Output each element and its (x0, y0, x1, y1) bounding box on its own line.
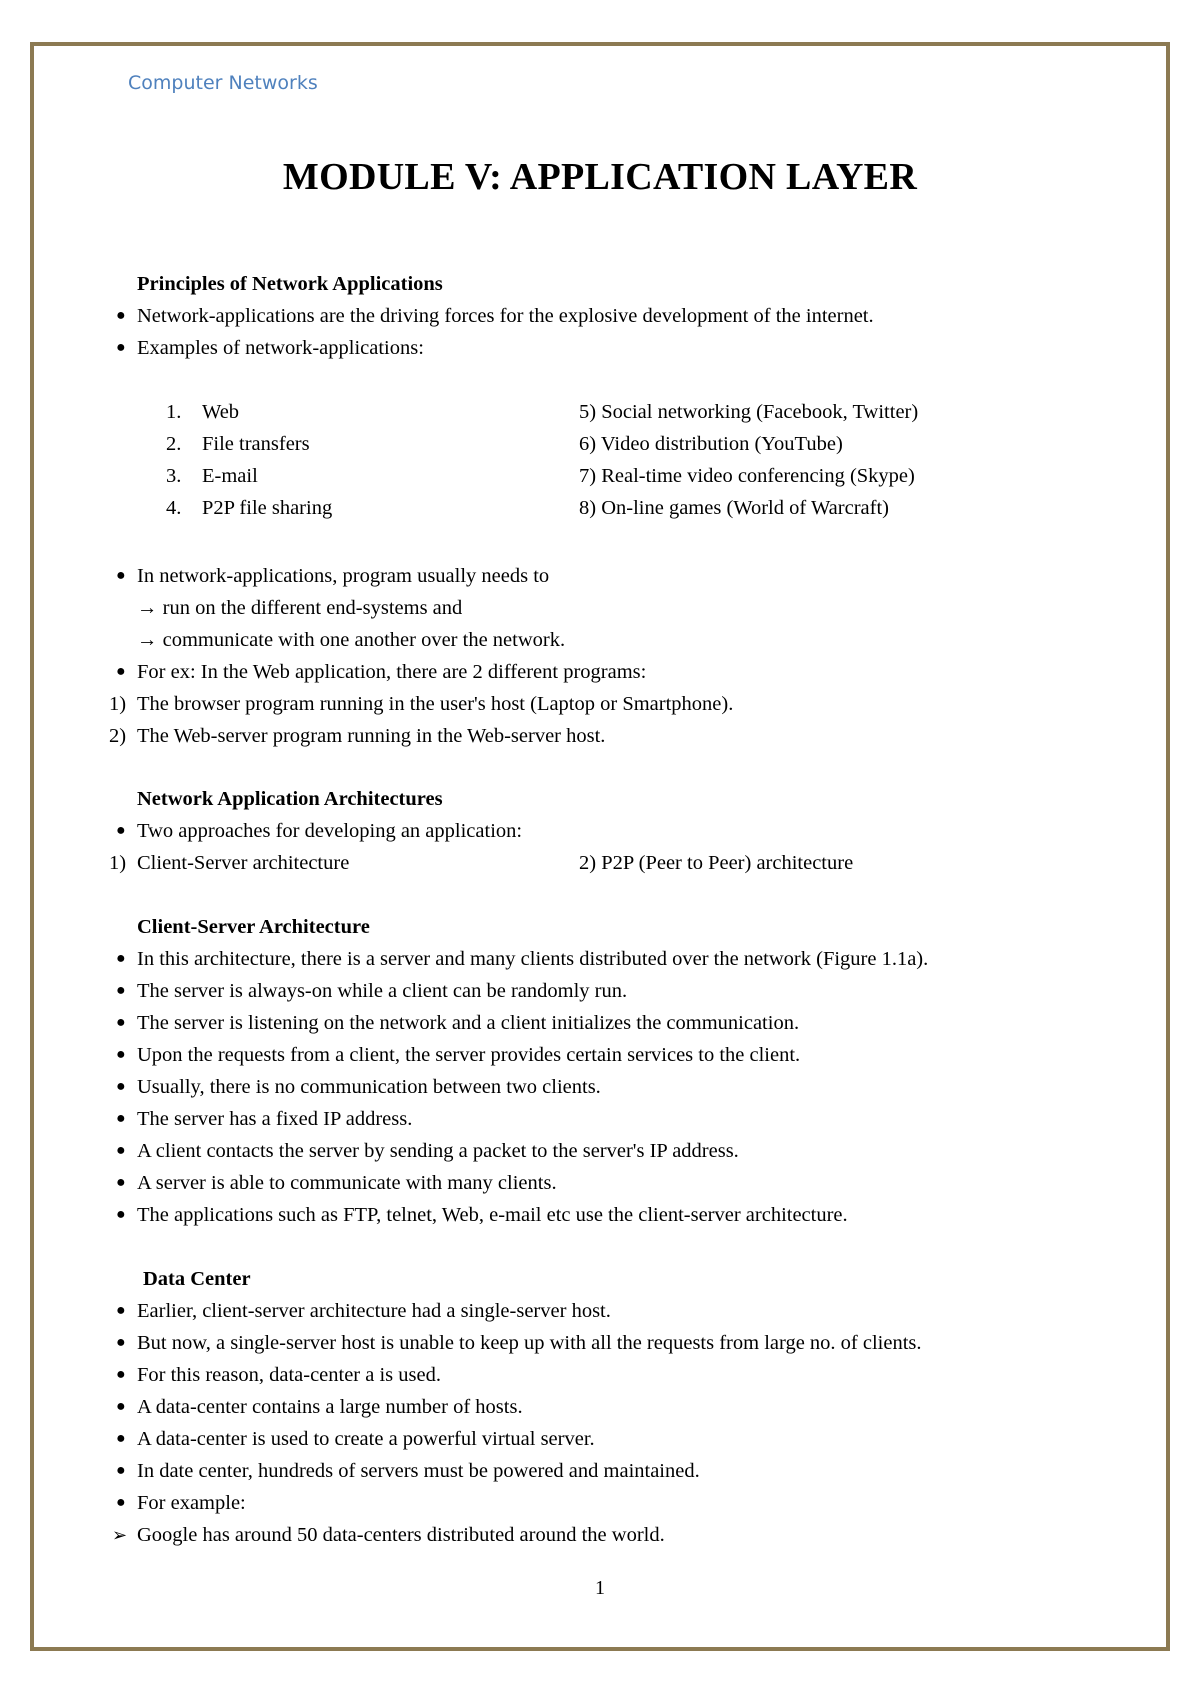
list-item: Upon the requests from a client, the server provides certain services to the client. (137, 1044, 801, 1066)
page-number: 1 (595, 1577, 605, 1599)
bullet-icon: ● (116, 822, 126, 839)
section-heading-architectures: Network Application Architectures (137, 788, 443, 810)
example-item: E-mail (202, 465, 258, 487)
bullet-icon: ● (116, 1046, 126, 1063)
list-number: 1. (166, 401, 182, 423)
sub-list-item: Google has around 50 data-centers distributed around the world. (137, 1524, 665, 1546)
list-item: Earlier, client-server architecture had a single-server host. (137, 1300, 611, 1322)
list-item: In date center, hundreds of servers must be powered and maintained. (137, 1460, 700, 1482)
bullet-icon: ● (116, 1174, 126, 1191)
list-item: 2) P2P (Peer to Peer) architecture (579, 852, 854, 874)
bullet-icon: ● (116, 1494, 126, 1511)
bullet-icon: ● (116, 339, 126, 356)
example-item: 5) Social networking (Facebook, Twitter) (579, 401, 919, 423)
bullet-icon: ● (116, 1430, 126, 1447)
bullet-icon: ● (116, 982, 126, 999)
bullet-icon: ● (116, 1302, 126, 1319)
list-item: The Web-server program running in the Web-server host. (137, 725, 606, 747)
list-item: The browser program running in the user's host (Laptop or Smartphone). (137, 693, 734, 715)
list-number: 4. (166, 497, 182, 519)
arrow-item: → communicate with one another over the network. (137, 629, 566, 651)
list-item: In network-applications, program usually needs to (137, 565, 550, 587)
example-item: 7) Real-time video conferencing (Skype) (579, 465, 915, 487)
section-heading-data-center: Data Center (143, 1268, 251, 1290)
bullet-icon: ● (116, 307, 126, 324)
bullet-icon: ● (116, 1366, 126, 1383)
bullet-icon: ● (116, 1110, 126, 1127)
example-item: P2P file sharing (202, 497, 333, 519)
list-item: For this reason, data-center a is used. (137, 1364, 441, 1386)
list-item: The server is always-on while a client can be randomly run. (137, 980, 628, 1002)
section-heading-client-server: Client-Server Architecture (137, 916, 370, 938)
list-item: Usually, there is no communication between two clients. (137, 1076, 601, 1098)
list-item: A data-center contains a large number of hosts. (137, 1396, 523, 1418)
bullet-icon: ● (116, 1398, 126, 1415)
bullet-icon: ● (116, 950, 126, 967)
list-item: For ex: In the Web application, there are 2 different programs: (137, 661, 647, 683)
list-item: Client-Server architecture (137, 852, 350, 874)
list-item: Network-applications are the driving forces for the explosive development of the internet. (137, 305, 874, 327)
list-item: The server is listening on the network and a client initializes the communication. (137, 1012, 800, 1034)
page-title: MODULE V: APPLICATION LAYER (282, 156, 918, 198)
bullet-icon: ● (116, 567, 126, 584)
arrow-item: → run on the different end-systems and (137, 597, 463, 619)
list-item: In this architecture, there is a server and many clients distributed over the network (Figure 1.1a). (137, 948, 929, 970)
bullet-icon: ● (116, 1078, 126, 1095)
list-number: 1) (109, 693, 127, 715)
list-item: But now, a single-server host is unable to keep up with all the requests from large no. of clients. (137, 1332, 922, 1354)
list-item: The applications such as FTP, telnet, Web, e-mail etc use the client-server architecture. (137, 1204, 848, 1226)
example-item: Web (202, 401, 240, 423)
bullet-icon: ● (116, 1206, 126, 1223)
list-item: A data-center is used to create a powerful virtual server. (137, 1428, 595, 1450)
arrowhead-bullet-icon: ➢ (112, 1525, 128, 1545)
list-number: 1) (109, 852, 127, 874)
list-item: Two approaches for developing an application: (137, 820, 523, 842)
bullet-icon: ● (116, 1014, 126, 1031)
running-header: Computer Networks (128, 72, 318, 94)
list-number: 2. (166, 433, 182, 455)
section-heading-principles: Principles of Network Applications (137, 273, 443, 295)
example-item: 8) On-line games (World of Warcraft) (579, 497, 889, 519)
list-item: A client contacts the server by sending a packet to the server's IP address. (137, 1140, 739, 1162)
list-number: 2) (109, 725, 127, 747)
list-item: Examples of network-applications: (137, 337, 424, 359)
list-item: For example: (137, 1492, 246, 1514)
list-item: The server has a fixed IP address. (137, 1108, 413, 1130)
bullet-icon: ● (116, 1142, 126, 1159)
list-item: A server is able to communicate with many clients. (137, 1172, 557, 1194)
list-number: 3. (166, 465, 182, 487)
example-item: File transfers (202, 433, 310, 455)
bullet-icon: ● (116, 663, 126, 680)
bullet-icon: ● (116, 1462, 126, 1479)
example-item: 6) Video distribution (YouTube) (579, 433, 843, 455)
bullet-icon: ● (116, 1334, 126, 1351)
